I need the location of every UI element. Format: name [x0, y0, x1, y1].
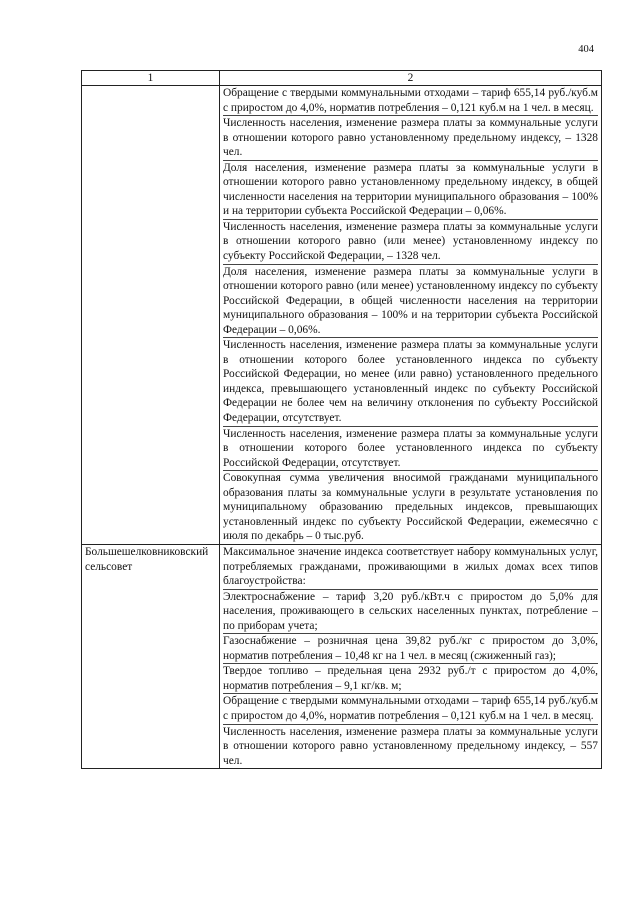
- description-cell: [220, 544, 602, 768]
- table-header-row: [82, 71, 602, 86]
- paragraph: Твердое топливо – предельная цена 2932 руб./т с приростом до 4,0%, норматив потребления – 9,1 кг/кв. м;: [223, 665, 598, 692]
- paragraph: Численность населения, изменение размера платы за коммунальные услуги в отношении которого более установленного индекса по субъекту Российской Федерации, но менее (или равно) установленного предельного индекса, превышающего установленный индекс по субъекту Российской Федерации не более чем на величину отклонения по субъекту Российской Федерации, отсутствует.: [223, 339, 598, 425]
- paragraph: Численность населения, изменение размера платы за коммунальные услуги в отношении которого равно установленному предельному индексу, – 1328 чел.: [223, 117, 598, 159]
- page-number: 404: [578, 44, 594, 55]
- paragraph: Обращение с твердыми коммунальными отходами – тариф 655,14 руб./куб.м с приростом до 4,0%, норматив потребления – 0,121 куб.м на 1 чел. в месяц.: [223, 695, 598, 722]
- table-row: [82, 86, 602, 545]
- paragraph: Численность населения, изменение размера платы за коммунальные услуги в отношении которого более установленного индекса по субъекту Российской Федерации, отсутствует.: [223, 427, 598, 469]
- paragraph: Численность населения, изменение размера платы за коммунальные услуги в отношении которого равно (или менее) установленному индексу по субъекту Российской Федерации, – 1328 чел.: [223, 220, 598, 263]
- paragraph: Газоснабжение – розничная цена 39,82 руб./кг с приростом до 3,0%, норматив потребления – 10,48 кг на 1 чел. в месяц (сжиженный газ);: [223, 635, 598, 662]
- municipality-cell: [82, 86, 220, 545]
- table-row: [82, 544, 602, 768]
- paragraph: Электроснабжение – тариф 3,20 руб./кВт.ч с приростом до 5,0% для населения, проживающего в сельских населенных пунктах, потребление – по приборам учета;: [223, 590, 598, 632]
- paragraph: Доля населения, изменение размера платы за коммунальные услуги в отношении которого равно (или менее) установленному индексу по субъекту Российской Федерации, в общей численности населения на территории муниципального образования – 100% и на территории субъекта Российской Федерации – 0,06%.: [223, 265, 598, 336]
- paragraph: Доля населения, изменение размера платы за коммунальные услуги в отношении которого равно установленному предельному индексу, в общей численности населения на территории муниципального образования – 100% и на территории субъекта Российской Федерации – 0,06%.: [223, 161, 598, 218]
- municipality-name: Большешелковниковский сельсовет: [85, 545, 209, 573]
- paragraph: Обращение с твердыми коммунальными отходами – тариф 655,14 руб./куб.м с приростом до 4,0%, норматив потребления – 0,121 куб.м на 1 чел. в месяц.: [223, 87, 598, 114]
- municipality-cell: [82, 544, 220, 768]
- paragraph: Максимальное значение индекса соответствует набору коммунальных услуг, потребляемых гражданами, проживающими в жилых домах всех типов благоустройства:: [223, 545, 598, 588]
- description-cell: [220, 86, 602, 545]
- document-table: [81, 70, 602, 769]
- column-header: 1: [82, 71, 220, 86]
- paragraph: Численность населения, изменение размера платы за коммунальные услуги в отношении которого равно установленному предельному индексу, – 557 чел.: [223, 725, 598, 767]
- paragraph: Совокупная сумма увеличения вносимой гражданами муниципального образования платы за коммунальные услуги в результате установления по муниципальному образованию предельных индексов, превышающих установленный индекс по субъекту Российской Федерации, ежемесячно с июля по декабрь – 0 тыс.руб.: [223, 472, 598, 543]
- column-header: 2: [220, 71, 602, 86]
